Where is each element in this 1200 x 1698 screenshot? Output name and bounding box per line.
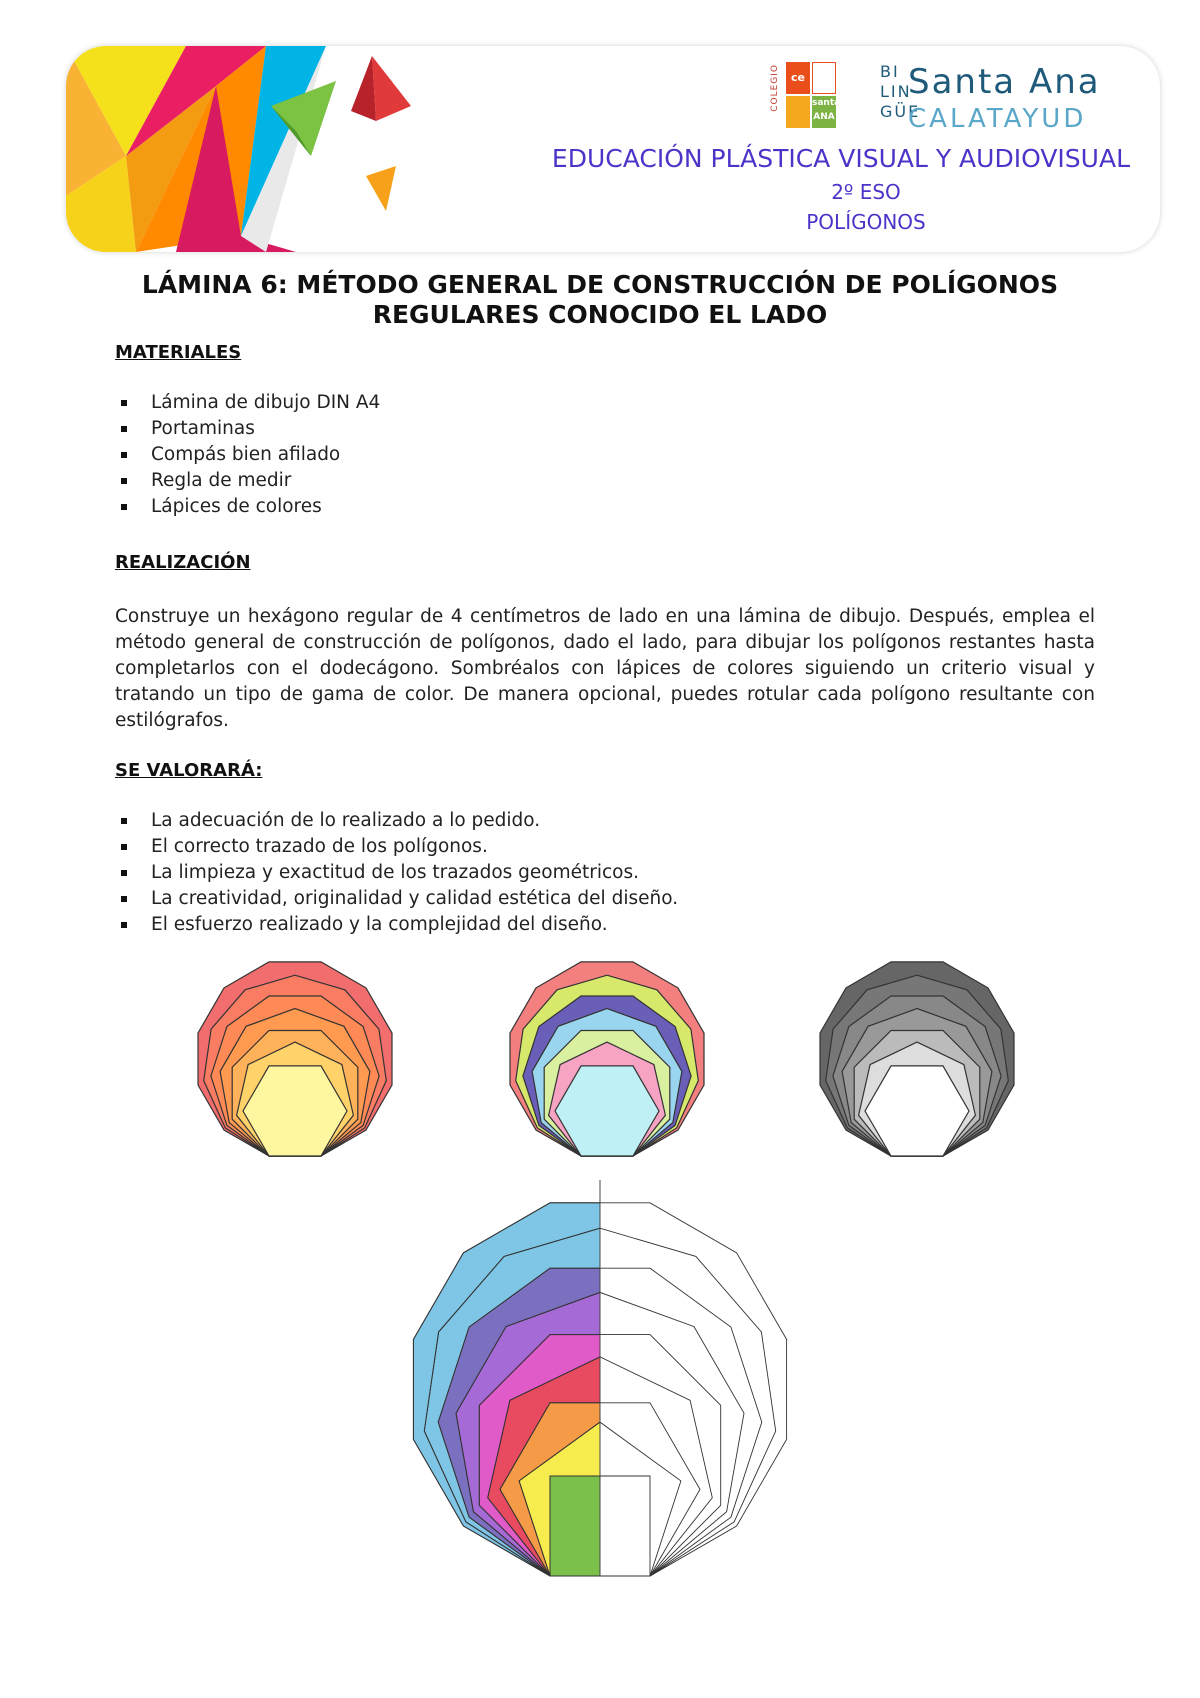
title-line-1: LÁMINA 6: MÉTODO GENERAL DE CONSTRUCCIÓN DE POLÍGONOS <box>141 270 1059 299</box>
list-item: Portaminas <box>115 416 380 442</box>
course-label: 2º ESO <box>831 180 901 204</box>
list-item: Lámina de dibujo DIN A4 <box>115 390 380 416</box>
list-item: La limpieza y exactitud de los trazados geométricos. <box>115 860 678 886</box>
realizacion-heading: REALIZACIÓN <box>115 552 251 573</box>
list-item: El correcto trazado de los polígonos. <box>115 834 678 860</box>
school-name: Santa Ana <box>908 62 1101 102</box>
list-item: El esfuerzo realizado y la complejidad del diseño. <box>115 912 678 938</box>
logo-mark <box>812 62 836 94</box>
logo-yellow-square <box>786 96 810 128</box>
unshaded-half <box>600 1180 800 1580</box>
list-item: Lápices de colores <box>115 494 380 520</box>
title-line-2: REGULARES CONOCIDO EL LADO <box>372 300 828 329</box>
subject-title: EDUCACIÓN PLÁSTICA VISUAL Y AUDIOVISUAL <box>551 144 1130 173</box>
polygon-figure-rainbow <box>502 960 712 1160</box>
list-item: Compás bien afilado <box>115 442 380 468</box>
polygon-figure-warm <box>190 960 400 1160</box>
list-item: La creatividad, originalidad y calidad estética del diseño. <box>115 886 678 912</box>
logo-ce: ce <box>786 62 810 94</box>
polygon-figure-large <box>400 1180 800 1580</box>
materiales-list <box>115 390 380 520</box>
logo-santa-ana: santa ANA <box>812 96 836 128</box>
valorara-list <box>115 808 678 938</box>
school-logo <box>770 60 1130 150</box>
logo-squares <box>786 62 841 128</box>
school-town: CALATAYUD <box>908 104 1087 134</box>
page-title <box>100 270 1100 330</box>
header-banner <box>66 46 1160 252</box>
colegio-label: COLEGIO <box>770 64 780 112</box>
realizacion-text: Construye un hexágono regular de 4 centímetros de lado en una lámina de dibujo. Después, emplea el método general de construcción de polígonos, dado el lado, para dibujar los polígonos restantes hasta completarlos con el dodecágono. Sombréalos con lápices de colores siguiendo un criterio visual y tratando un tipo de gama de color. De manera opcional, puedes rotular cada polígono resultante con estilógrafos. <box>115 606 1095 731</box>
topic-label: POLÍGONOS <box>806 210 926 234</box>
polygon-figure-gray <box>812 960 1022 1160</box>
bilingue-label: BI LIN GÜE <box>880 62 921 121</box>
list-item: La adecuación de lo realizado a lo pedido. <box>115 808 678 834</box>
valorara-heading: SE VALORARÁ: <box>115 760 263 781</box>
materiales-heading: MATERIALES <box>115 342 242 363</box>
list-item: Regla de medir <box>115 468 380 494</box>
decorative-triangles <box>66 46 506 252</box>
